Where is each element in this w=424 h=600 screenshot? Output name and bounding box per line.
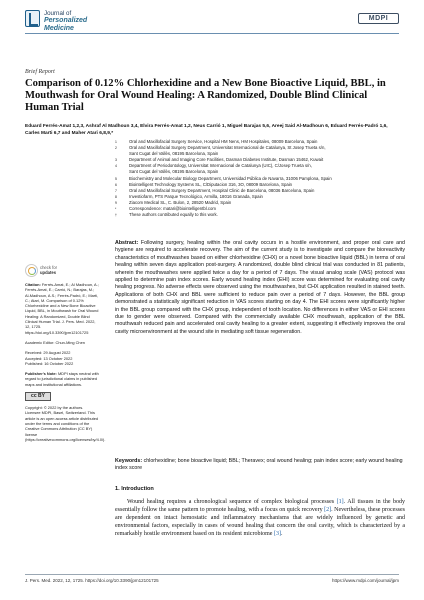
section-heading-introduction: 1. Introduction xyxy=(115,486,154,492)
journal-name-line3: Medicine xyxy=(44,25,74,32)
abstract-label: Abstract: xyxy=(115,240,139,246)
article-sidebar xyxy=(25,282,106,447)
journal-name-line1: Journal of xyxy=(44,10,72,17)
cc-license-icon[interactable]: cc BY xyxy=(25,392,51,401)
keywords-text: chlorhexidine; bone bioactive liquid; BBL; Theravex; oral wound healing; pain index score; early wound healing index score xyxy=(115,458,403,472)
academic-editor: Academic Editor: Chun-Ming Chen xyxy=(25,339,85,345)
equal-contribution-note: † These authors contributed equally to this work. xyxy=(115,212,218,218)
publication-dates: Received: 29 August 2022 Accepted: 13 October 2022 Published: 16 October 2022 xyxy=(25,350,74,366)
publisher-note: Publisher's Note: MDPI stays neutral with regard to jurisdictional claims in published maps and institutional affiliations. xyxy=(25,371,99,387)
correspondence: * Correspondence: matari@biointelligentbl.com xyxy=(115,206,217,212)
abstract-text: Following surgery, healing within the oral cavity occurs in a hostile environment, and proper oral care and hygiene are required to accelerate recovery. The aim of the current study is to investigate and compare the bioreactivity characteristics of mouthwashes based on either chlorhexidine (CHX) or a novel bone bioactive liquid (BBL) in terms of oral healing within seven days application post-surgery. A randomized, double blind clinical trial was conducted in 81 patients, wherein the mouthwashes were applied twice a day for a period of 7 days. The visual analog scale (VAS) protocol was applied to determine pain index scores. Early wound healing index (EHI) score was determined for evaluating oral cavity healing progress. No adverse effects were observed using the mouthwashes, but CHX application resulted in stained teeth. Applications of both CHX and BBL were sufficient to reduce pain over a period of 7 days. However, the BBL group demonstrated a statistically significant reduction in VAS scores starting on day 4. The EHI scores were significantly higher in the BBL group compared with the CHX group, independent of tooth location. No differences in either VAS or EHI scores due to gender were observed. Compared with the commercially available CHX mouthwash, application of the BBL mouthwash reduced pain and accelerated oral cavity healing to a greater extent, suggesting it effectively improves the oral cavity microenvironment at the wound site in mediating soft tissue regeneration. xyxy=(115,240,405,335)
journal-logo-icon xyxy=(25,10,40,27)
footer-divider xyxy=(25,574,399,575)
citation-link[interactable]: [3] xyxy=(273,531,281,538)
footer-journal-link[interactable]: https://www.mdpi.com/journal/jpm xyxy=(331,578,399,583)
affiliation-item: 5 Biochemistry and Molecular Biology Department, Universidad Pública de Navarra, 31006 Pamplona, Spain xyxy=(115,175,332,181)
affiliation-item: 3 Department of Animal and Imaging Core Facilities, Dasman Diabetes Institute, Dasman 15462, Kuwait xyxy=(115,157,324,163)
citation-block: Citation: Ferrés-Amat, E.; Al Madhoun, A.; Ferrés-Amat, E.; Carrió, N.; Barajas, M.; Al-Madhoun, A.S.; Ferrés-Padró, E.; Marti, C.; Atari, M. Comparison of 0.12% Chlorhexidine and a New Bone Bioactive Liquid, BBL, in Mouthwash for Oral Wound Healing: A Randomized, Double Blind Clinical Human Trial. J. Pers. Med. 2022, 12, 1725. https://doi.org/10.3390/jpm12101725 xyxy=(25,282,99,335)
keywords-label: Keywords: xyxy=(115,458,143,464)
citation-link[interactable]: [1] xyxy=(336,499,344,505)
keywords xyxy=(115,458,405,473)
header-divider xyxy=(25,33,399,34)
affiliation-item: 4 Department of Periodontology, Universitat Internacional de Catalunya (UIC), C/Josep Trueta s/n, Sant Cugat del Vallès, 08195 Barcelona, Spain xyxy=(115,163,312,175)
introduction-paragraph: Wound healing requires a chronological sequence of complex biological processes [1]. All tissues in the body essentially follow the same pattern to promote healing, with a focus on quick recovery [2]. Nevertheless, these processes are dependent on intact hemostatic and inflammatory mechanisms that are widely influenced by genetic and environmental factors, especially in cases of wound healing that concern the oral cavity, which is characterized by a remarkably hostile environment based on its resident microbiome [3]. xyxy=(115,499,405,538)
affiliation-list xyxy=(115,139,405,218)
affiliation-item: 9 Ziacom Medical SL, C. Bulon, 2, 28520 Madrid, Spain xyxy=(115,199,232,205)
journal-name xyxy=(44,10,164,33)
check-updates-label: check for updates xyxy=(40,265,57,275)
article-type: Brief Report xyxy=(25,69,55,75)
check-for-updates-button[interactable] xyxy=(25,264,70,278)
abstract xyxy=(115,240,405,336)
mdpi-logo[interactable]: MDPI xyxy=(358,13,399,24)
author-list: Eduard Ferrés-Amat 1,2,3, Ashraf Al Madhoun 3,4, Elvira Ferrés-Amat 1,2, Neus Carrió 1, Miguel Barajas 5,6, Areej Said Al-Madhoun 6, Eduard Ferrés-Padró 1,6, Carles Marti 6,7 and Maher Atari 6,8,9,* xyxy=(25,124,388,136)
affiliation-item: 2 Oral and Maxillofacial Surgery Department, Universitat Internacional de Catalunya, St Josep Trueta s/n, Sant Cugat del Vallès, 08195 Barcelona, Spain xyxy=(115,145,326,157)
affiliation-item: 7 Oral and Maxillofacial Surgery Department, Hospital Clinic de Barcelona, 08036 Barcelona, Spain xyxy=(115,187,315,193)
footer-citation[interactable]: J. Pers. Med. 2022, 12, 1725. https://doi.org/10.3390/jpm12101725 xyxy=(25,578,159,583)
affiliation-item: 1 Oral and Maxillofacial Surgery Service, Hospital HM Nens, HM Hospitales, 08009 Barcelona, Spain xyxy=(115,139,318,144)
citation-link[interactable]: [2] xyxy=(324,507,332,514)
affiliation-item: 8 Investiofarm, PTS Parque Tecnológico, Armilla, 18016 Granada, Spain xyxy=(115,193,263,199)
affiliation-item: 6 Biointelligent Technology Systems SL, C/Diputacion 316, 3O, 08009 Barcelona, Spain xyxy=(115,181,293,187)
article-title: Comparison of 0.12% Chlorhexidine and a New Bone Bioactive Liquid, BBL, in Mouthwash for Oral Wound Healing: A Randomized, Double Blind Clinical Human Trial xyxy=(25,78,386,113)
check-updates-icon xyxy=(25,264,38,277)
journal-name-line2: Personalized xyxy=(44,17,88,24)
copyright-block: Copyright: © 2022 by the authors. Licensee MDPI, Basel, Switzerland. This article is an open access article distributed under the terms and conditions of the Creative Commons Attribution (CC BY) license (https://creativecommons.org/licenses/by/4.0/). xyxy=(25,405,106,442)
